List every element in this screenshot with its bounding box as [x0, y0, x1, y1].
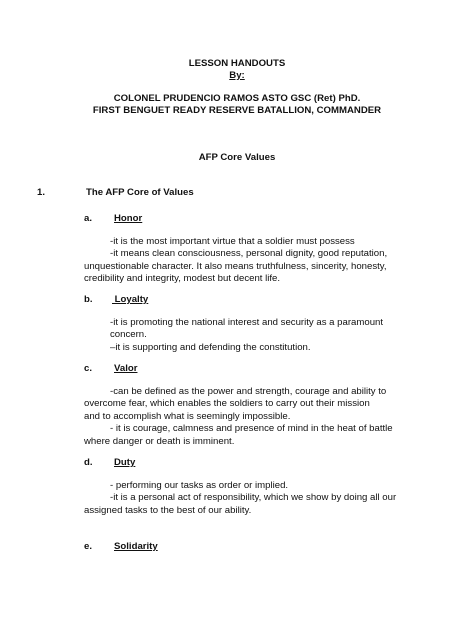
- body-line: concern.: [110, 329, 147, 341]
- body-line: –it is supporting and defending the constitution.: [110, 341, 311, 353]
- value-letter: b.: [84, 294, 93, 305]
- value-body-honor: [84, 236, 420, 286]
- author-position: FIRST BENGUET READY RESERVE BATALLION, COMMANDER: [92, 105, 382, 116]
- body-line: - it is courage, calmness and presence of mind in the heat of battle: [110, 423, 393, 435]
- value-heading-solidarity: Solidarity: [114, 541, 158, 552]
- value-body-valor: [84, 386, 420, 448]
- section-title: The AFP Core of Values: [86, 187, 194, 198]
- body-line: -it is promoting the national interest and security as a paramount: [110, 317, 384, 328]
- value-letter: e.: [84, 541, 93, 552]
- body-line: where danger or death is imminent.: [84, 435, 235, 447]
- body-line: -it is a personal act of responsibility, which we show by doing all our: [110, 492, 397, 504]
- value-heading-loyalty: Loyalty: [112, 294, 149, 305]
- value-body-loyalty: [84, 317, 420, 354]
- by-line: By:: [229, 70, 245, 81]
- handout-title: LESSON HANDOUTS: [188, 58, 286, 69]
- author-name: COLONEL PRUDENCIO RAMOS ASTO GSC (Ret) PhD.: [113, 93, 361, 104]
- section-number: 1.: [37, 187, 46, 198]
- body-line: and to accomplish what is seemingly impossible.: [84, 410, 291, 422]
- body-line: - performing our tasks as order or implied.: [110, 480, 289, 491]
- value-letter: a.: [84, 213, 93, 224]
- subject-title: AFP Core Values: [198, 152, 276, 163]
- body-line: -it means clean consciousness, personal dignity, good reputation,: [110, 248, 388, 260]
- value-heading-duty: Duty: [114, 457, 136, 468]
- body-line: -can be defined as the power and strength, courage and ability to: [110, 386, 387, 397]
- body-line: unquestionable character. It also means truthfulness, sincerity, honesty,: [84, 260, 387, 272]
- body-line: overcome fear, which enables the soldiers to carry out their mission: [84, 398, 370, 410]
- value-letter: d.: [84, 457, 93, 468]
- body-line: credibility and integrity, modest but decent life.: [84, 273, 281, 285]
- value-letter: c.: [84, 363, 93, 374]
- value-heading-honor: Honor: [114, 213, 143, 224]
- body-line: -it is the most important virtue that a soldier must possess: [110, 236, 355, 247]
- value-body-duty: [84, 480, 420, 517]
- value-heading-valor: Valor: [114, 363, 138, 374]
- body-line: assigned tasks to the best of our ability.: [84, 504, 252, 516]
